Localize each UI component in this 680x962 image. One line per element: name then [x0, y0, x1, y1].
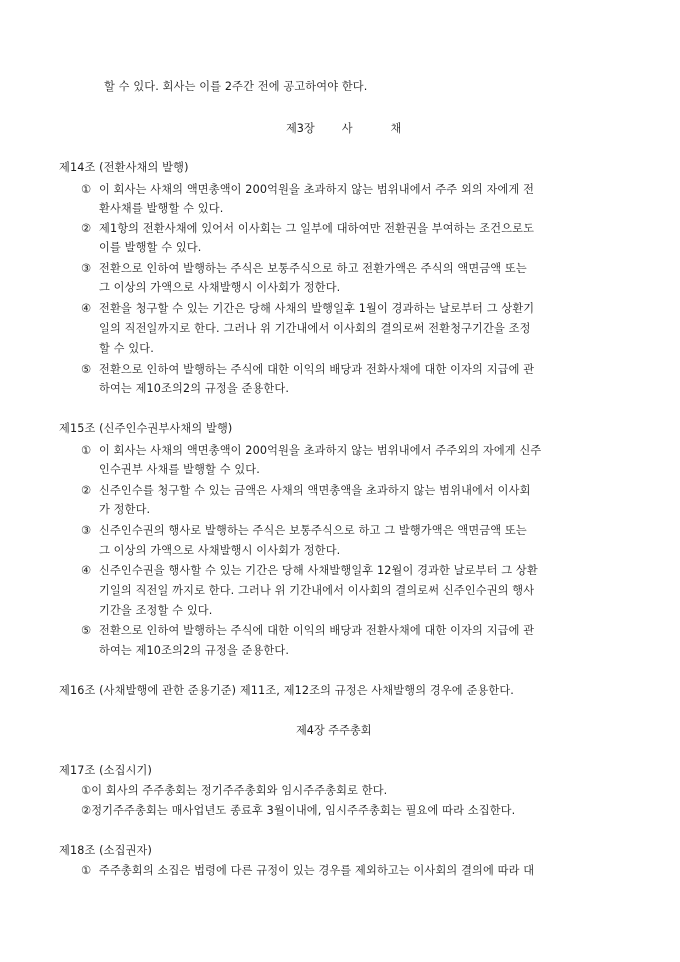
chapter-3-title-b: 채 — [390, 122, 402, 135]
article-14-item-4-line-3: 할 수 있다. — [99, 342, 154, 355]
article-16-text: 제16조 (사채발행에 관한 준용기준) 제11조, 제12조의 규정은 사채발행의 경우에 준용한다. — [59, 684, 514, 697]
article-14-item-5-line-2: 하여는 제10조의2의 규정을 준용한다. — [99, 382, 290, 395]
article-14-item-5-line-1: ⑤ 전환으로 인하여 발행하는 주식에 대한 이익의 배당과 전화사채에 대한 이자의 지급에 관 — [81, 363, 535, 376]
chapter-3-heading — [286, 122, 401, 136]
article-14-item-2-line-1: ② 제1항의 전환사채에 있어서 이사회는 그 일부에 대하여만 전환권을 부여하는 조건으로도 — [81, 222, 535, 235]
item-number: ① — [81, 784, 92, 797]
article-15-heading: 제15조 (신주인수권부사채의 발행) — [59, 422, 233, 435]
article-14-item-2-line-2: 이를 발행할 수 있다. — [99, 241, 202, 254]
article-17-item-2: ②정기주주총회는 매사업년도 종료후 3월이내에, 임시주주총회는 필요에 따라 소집한다. — [81, 804, 516, 817]
item-number: ⑤ — [81, 363, 92, 376]
article-15-item-3-line-2: 그 이상의 가액으로 사채발행시 이사회가 정한다. — [99, 544, 341, 557]
chapter-3-title-a: 사 — [341, 122, 353, 135]
item-number: ① — [81, 183, 92, 196]
article-14-item-1-line-1: ① 이 회사는 사채의 액면총액이 200억원을 초과하지 않는 범위내에서 주주 외의 자에게 전 — [81, 183, 535, 196]
item-number: ④ — [81, 302, 92, 315]
article-15-item-5-line-1: ⑤ 전환으로 인하여 발행하는 주식에 대한 이익의 배당과 전환사채에 대한 이자의 지급에 관 — [81, 624, 535, 637]
article-14-item-4-line-1: ④ 전환을 청구할 수 있는 기간은 당해 사채의 발행일후 1월이 경과하는 날로부터 그 상환기 — [81, 302, 535, 315]
intro-line: 할 수 있다. 회사는 이를 2주간 전에 공고하여야 한다. — [104, 80, 368, 93]
item-number: ④ — [81, 564, 92, 577]
item-number: ③ — [81, 524, 92, 537]
article-17-heading: 제17조 (소집시기) — [59, 764, 153, 777]
item-number: ② — [81, 484, 92, 497]
chapter-4-heading: 제4장 주주총회 — [296, 724, 372, 737]
article-14-item-4-line-2: 일의 직전일까지로 한다. 그러나 위 기간내에서 이사회의 결의로써 전환청구기간을 조정 — [99, 322, 531, 335]
article-17-item-1: ①이 회사의 주주총회는 정기주주총회와 임시주주총회로 한다. — [81, 784, 388, 797]
article-14-heading: 제14조 (전환사채의 발행) — [59, 161, 189, 174]
article-14-item-3-line-1: ③ 전환으로 인하여 발행하는 주식은 보통주식으로 하고 전환가액은 주식의 액면금액 또는 — [81, 262, 527, 275]
article-15-item-4-line-3: 기간을 조정할 수 있다. — [99, 604, 213, 617]
article-15-item-1-line-1: ① 이 회사는 사채의 액면총액이 200억원을 초과하지 않는 범위내에서 주주외의 자에게 신주 — [81, 444, 542, 457]
article-14-item-1-line-2: 환사채를 발행할 수 있다. — [99, 202, 224, 215]
item-number: ③ — [81, 262, 92, 275]
article-15-item-2-line-2: 가 정한다. — [99, 503, 151, 516]
item-number: ② — [81, 222, 92, 235]
article-18-heading: 제18조 (소집권자) — [59, 844, 153, 857]
article-15-item-4-line-1: ④ 신주인수권을 행사할 수 있는 기간은 당해 사채발행일후 12월이 경과한 날로부터 그 상환 — [81, 564, 538, 577]
article-15-item-3-line-1: ③ 신주인수권의 행사로 발행하는 주식은 보통주식으로 하고 그 발행가액은 액면금액 또는 — [81, 524, 527, 537]
item-number: ⑤ — [81, 624, 92, 637]
article-15-item-2-line-1: ② 신주인수를 청구할 수 있는 금액은 사채의 액면총액을 초과하지 않는 범위내에서 이사회 — [81, 484, 531, 497]
chapter-3-prefix: 제3장 — [286, 122, 315, 135]
article-15-item-1-line-2: 인수권부 사채를 발행할 수 있다. — [99, 463, 260, 476]
article-18-item-1-line-1: ① 주주총회의 소집은 법령에 다른 규정이 있는 경우를 제외하고는 이사회의 결의에 따라 대 — [81, 864, 535, 877]
article-15-item-5-line-2: 하여는 제10조의2의 규정을 준용한다. — [99, 644, 290, 657]
item-number: ② — [81, 804, 92, 817]
item-number: ① — [81, 444, 92, 457]
article-15-item-4-line-2: 기일의 직전일 까지로 한다. 그러나 위 기간내에서 이사회의 결의로써 신주인수권의 행사 — [99, 584, 535, 597]
article-14-item-3-line-2: 그 이상의 가액으로 사채발행시 이사회가 정한다. — [99, 281, 341, 294]
item-number: ① — [81, 864, 92, 877]
